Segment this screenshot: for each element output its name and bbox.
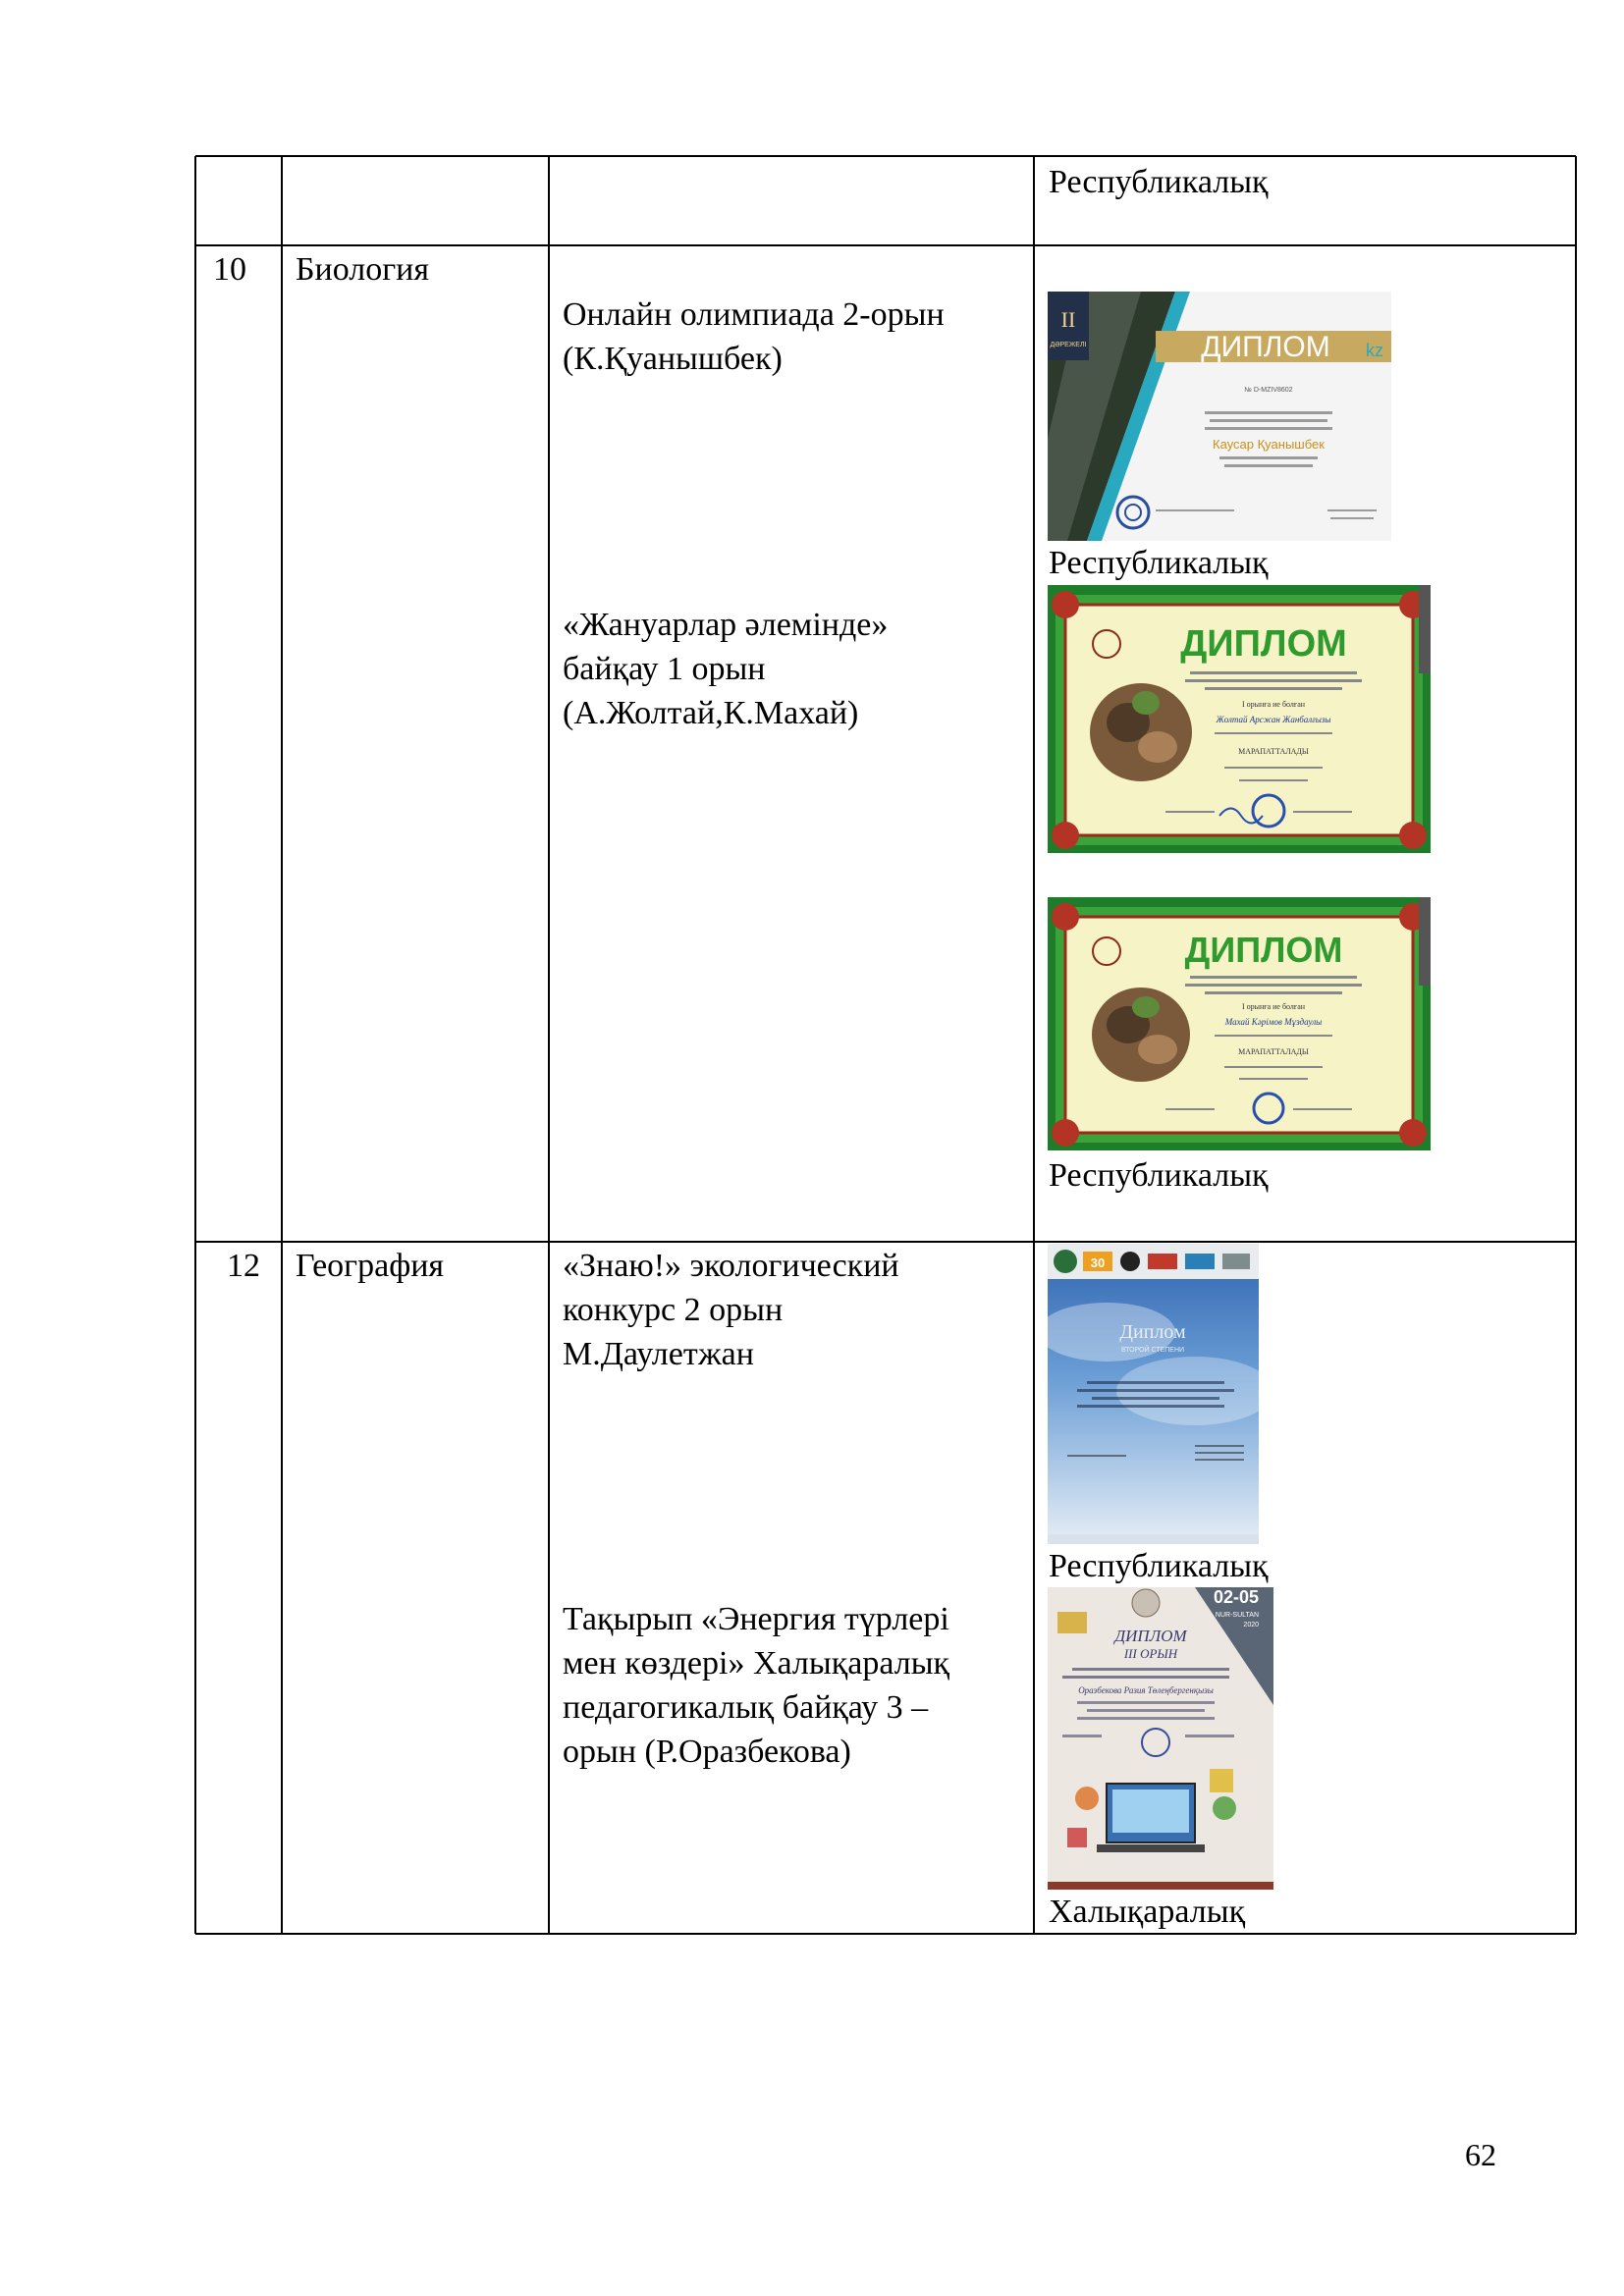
site-mark: kz	[1366, 341, 1383, 360]
achievement-text: «Жануарлар әлемінде»	[563, 607, 889, 643]
diploma-title: ДИПЛОМ	[1201, 331, 1330, 363]
diploma-energy-image	[1048, 1587, 1273, 1890]
diploma-eco-image	[1048, 1244, 1259, 1544]
level-republican: Республикалық	[1049, 1548, 1269, 1584]
row-number: 10	[213, 251, 246, 288]
event-dates: 02-05	[1213, 1587, 1259, 1607]
diploma-title: ДИПЛОМ	[1114, 1627, 1187, 1645]
level-international: Халықаралық	[1049, 1894, 1246, 1930]
achievement-text: (К.Қуанышбек)	[563, 341, 783, 377]
winner-name: Каусар Қуанышбек	[1213, 437, 1325, 452]
event-city: NUR-SULTAN	[1215, 1612, 1259, 1619]
diploma-animals-2-image	[1048, 897, 1431, 1150]
diploma-title: Диплом	[1119, 1321, 1186, 1343]
subject-name: Биология	[296, 251, 430, 288]
winner-name: Жолтай Арсжан Жанбалғызы	[1216, 715, 1331, 724]
diploma-subtitle: ВТОРОЙ СТЕПЕНИ	[1120, 1347, 1185, 1354]
subject-name: География	[296, 1248, 445, 1284]
award-text: МАРАПАТТАЛАДЫ	[1238, 747, 1309, 756]
achievement-text: байқау 1 орын	[563, 651, 766, 687]
row-number: 12	[227, 1248, 260, 1284]
place-text: III ОРЫН	[1123, 1646, 1178, 1661]
diploma-title: ДИПЛОМ	[1184, 930, 1343, 970]
badge-text: II	[1060, 307, 1076, 332]
page-number: 62	[1465, 2137, 1496, 2172]
diploma-number: № D-MZIV8602	[1244, 387, 1293, 394]
level-republican: Республикалық	[1049, 1157, 1269, 1194]
achievement-text: Тақырып «Энергия түрлері	[563, 1601, 949, 1637]
achievement-text: мен көздері» Халықаралық	[563, 1645, 950, 1682]
award-text: МАРАПАТТАЛАДЫ	[1238, 1047, 1309, 1056]
winner-name: Оразбекова Разия Төлеңбергенқызы	[1078, 1685, 1214, 1695]
achievement-text: Онлайн олимпиада 2-орын	[563, 296, 945, 333]
achievement-text: «Знаю!» экологический	[563, 1248, 899, 1284]
achievement-text: конкурс 2 орын	[563, 1292, 784, 1328]
achievement-text: М.Даулетжан	[563, 1336, 754, 1372]
event-year: 2020	[1243, 1622, 1259, 1629]
badge-subtext: ДӘРЕЖЕЛІ	[1050, 342, 1087, 348]
level-republican: Республикалық	[1049, 164, 1269, 200]
place-text: I орынға ие болған	[1241, 700, 1306, 709]
level-republican: Республикалық	[1049, 545, 1269, 581]
diploma-olympiad-image	[1048, 292, 1391, 541]
winner-name: Махай Кәрімов Мұздаулы	[1224, 1017, 1323, 1027]
diploma-title: ДИПЛОМ	[1180, 623, 1347, 665]
place-text: I орынға ие болған	[1241, 1002, 1306, 1011]
diploma-animals-1-image	[1048, 585, 1431, 853]
achievement-text: (А.Жолтай,К.Махай)	[563, 695, 859, 731]
badge-text: 30	[1090, 1255, 1106, 1270]
achievement-text: педагогикалық байқау 3 –	[563, 1689, 929, 1726]
achievement-text: орын (Р.Оразбекова)	[563, 1734, 851, 1770]
